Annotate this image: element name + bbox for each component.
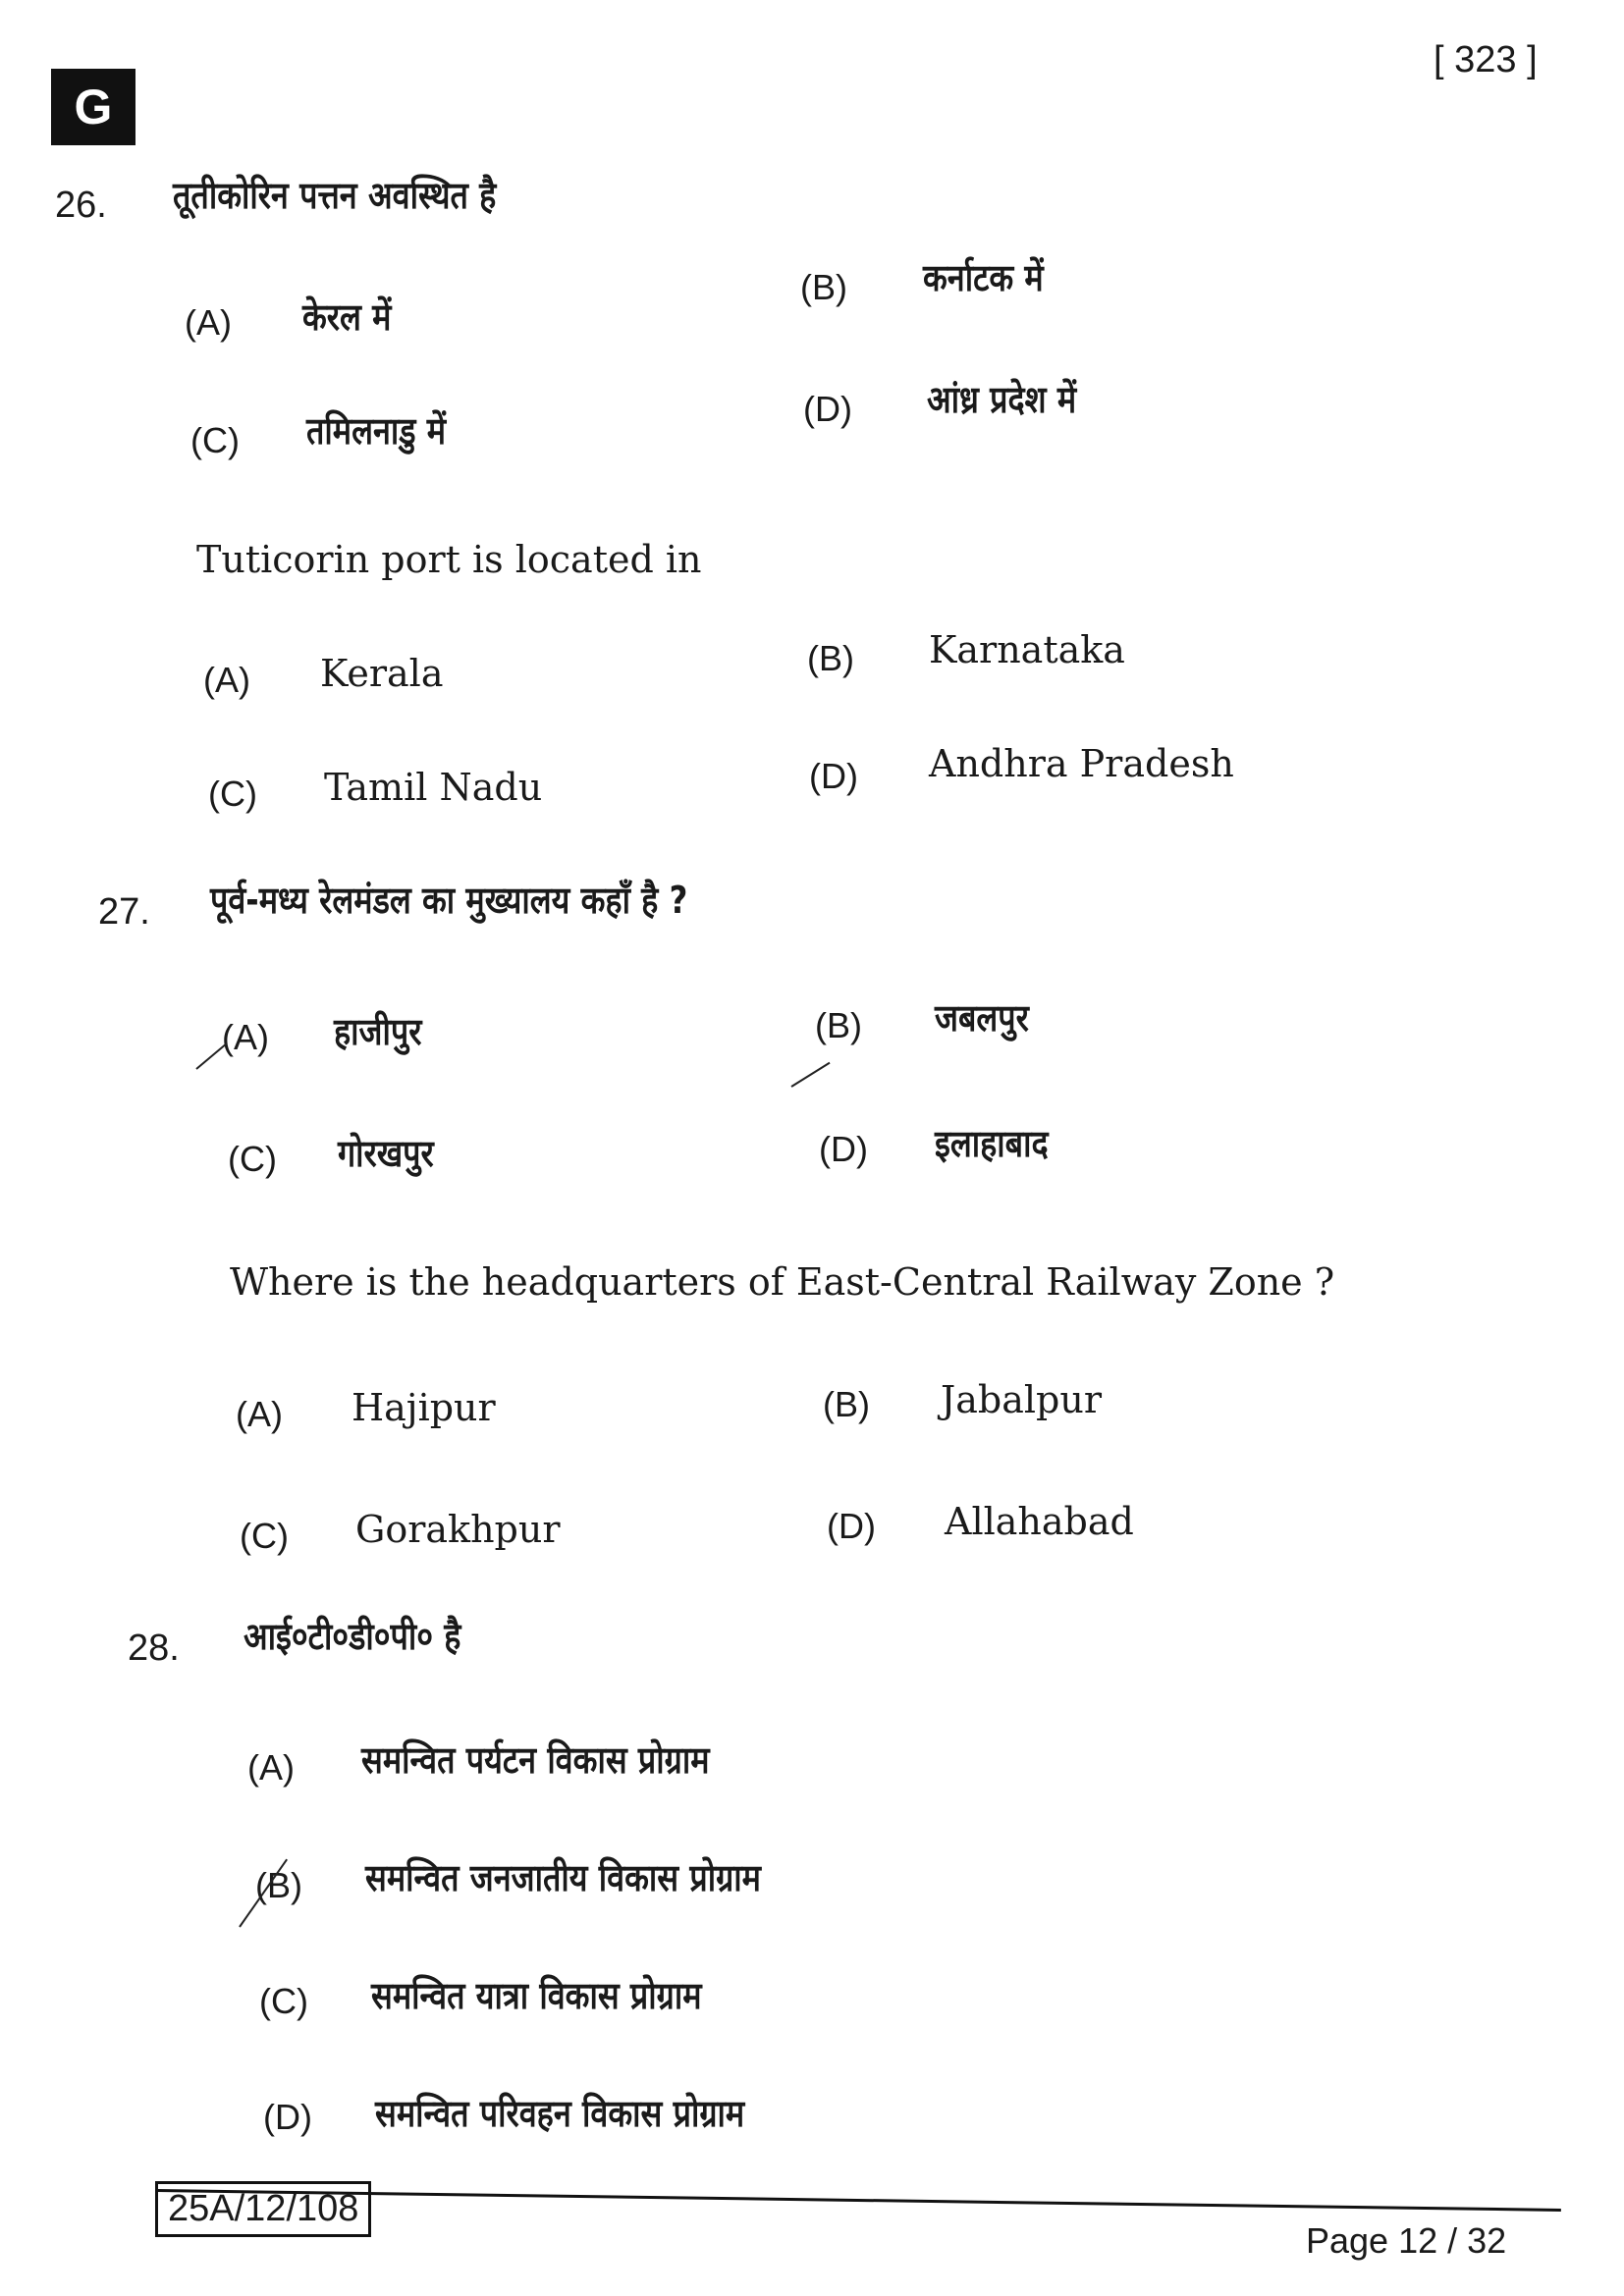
option-text: Jabalpur: [941, 1378, 1102, 1421]
option-text: हाजीपुर: [334, 1010, 422, 1053]
option-text: Gorakhpur: [355, 1508, 561, 1551]
option-text: गोरखपुर: [338, 1132, 434, 1175]
question-text-hindi: पूर्व-मध्य रेलमंडल का मुख्यालय कहाँ है ?: [210, 879, 688, 922]
option-label: (D): [803, 389, 852, 429]
question-number: 26.: [55, 185, 107, 226]
option-label: (D): [827, 1506, 876, 1546]
option-label: (D): [809, 756, 858, 796]
option-label: (D): [263, 2097, 312, 2137]
booklet-code: 25A/12/108: [155, 2181, 371, 2237]
option-text: Allahabad: [945, 1500, 1134, 1543]
option-text: आंध्र प्रदेश में: [927, 378, 1077, 421]
option-label: (B): [815, 1005, 862, 1045]
set-code-badge: G: [51, 69, 135, 145]
option-label: (A): [247, 1747, 295, 1788]
option-text: Kerala: [320, 652, 444, 695]
question-text-hindi: तूतीकोरिन पत्तन अवस्थित है: [173, 174, 497, 217]
question-number: 27.: [98, 891, 150, 933]
option-text: Karnataka: [929, 628, 1125, 671]
option-text: तमिलनाडु में: [306, 409, 447, 453]
page-number: Page 12 / 32: [1306, 2220, 1507, 2261]
option-text: समन्वित परिवहन विकास प्रोग्राम: [375, 2092, 745, 2135]
option-label: (B): [800, 267, 847, 307]
option-label: (C): [228, 1139, 277, 1179]
option-label: (A): [185, 302, 232, 343]
option-text: Andhra Pradesh: [929, 742, 1234, 785]
option-text: जबलपुर: [935, 996, 1029, 1040]
option-text: इलाहाबाद: [935, 1122, 1049, 1165]
option-label: (A): [236, 1394, 283, 1434]
pen-tick-mark: [790, 1062, 830, 1088]
option-label: (A): [222, 1017, 269, 1057]
question-text-english: Where is the headquarters of East-Central Railway Zone ?: [230, 1260, 1335, 1304]
option-label: (A): [203, 660, 250, 700]
question-text-hindi: आई०टी०डी०पी० है: [244, 1615, 461, 1658]
option-label: (C): [190, 420, 240, 460]
option-label: (B): [255, 1865, 302, 1905]
question-number: 28.: [128, 1628, 180, 1669]
option-label: (B): [823, 1384, 870, 1424]
option-text: समन्वित पर्यटन विकास प्रोग्राम: [361, 1738, 710, 1782]
option-text: Tamil Nadu: [324, 766, 543, 809]
option-label: (C): [208, 774, 257, 814]
option-text: केरल में: [302, 295, 392, 339]
option-label: (D): [819, 1129, 868, 1169]
page-code: [ 323 ]: [1434, 39, 1538, 80]
option-label: (C): [259, 1981, 308, 2021]
option-text: समन्वित जनजातीय विकास प्रोग्राम: [365, 1856, 761, 1899]
question-text-english: Tuticorin port is located in: [196, 538, 702, 581]
option-text: Hajipur: [352, 1386, 496, 1429]
option-text: कर्नाटक में: [923, 256, 1044, 299]
option-label: (B): [807, 638, 854, 678]
option-label: (C): [240, 1516, 289, 1556]
option-text: समन्वित यात्रा विकास प्रोग्राम: [371, 1974, 702, 2017]
